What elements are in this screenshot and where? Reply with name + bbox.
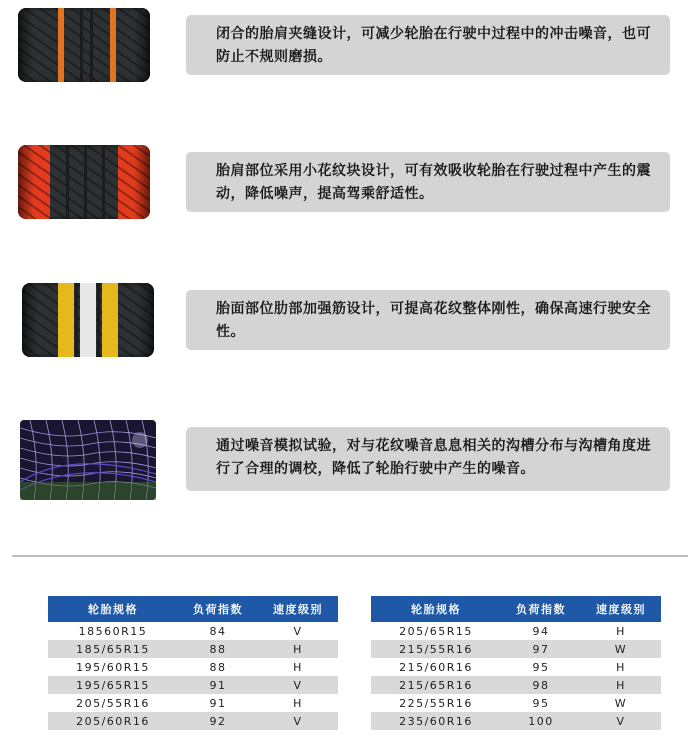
cell-speed: V: [258, 622, 338, 640]
table-header-row: [371, 596, 661, 622]
cell-speed: W: [581, 694, 661, 712]
column-header-size: 轮胎规格: [48, 596, 178, 622]
feature-closed-shoulder: [0, 8, 696, 88]
cell-load: 91: [178, 694, 258, 712]
cell-size: 235/60R16: [371, 712, 501, 730]
table-header-row: [48, 596, 338, 622]
cell-load: 92: [178, 712, 258, 730]
cell-speed: H: [258, 640, 338, 658]
cell-size: 225/55R16: [371, 694, 501, 712]
tread-red-shoulder-image: [18, 145, 150, 219]
section-divider: [12, 555, 688, 557]
feature-shoulder-blocks: [0, 145, 696, 225]
tread-yellow-rib-image: [22, 283, 154, 357]
cell-size: 215/55R16: [371, 640, 501, 658]
cell-size: 185/65R15: [48, 640, 178, 658]
edge-shade: [18, 8, 150, 82]
cell-size: 195/65R15: [48, 676, 178, 694]
cell-size: 205/65R15: [371, 622, 501, 640]
cell-load: 95: [501, 694, 581, 712]
table-row: [371, 640, 661, 658]
cell-size: 195/60R15: [48, 658, 178, 676]
feature-rib-reinforcement: [0, 283, 696, 363]
cell-size: 215/60R16: [371, 658, 501, 676]
table-row: [48, 658, 338, 676]
cell-load: 98: [501, 676, 581, 694]
cell-speed: H: [581, 658, 661, 676]
cell-size: 205/60R16: [48, 712, 178, 730]
edge-shade: [22, 283, 154, 357]
cell-size: 18560R15: [48, 622, 178, 640]
cell-load: 91: [178, 676, 258, 694]
cell-load: 95: [501, 658, 581, 676]
noise-simulation-mesh-image: [20, 420, 156, 500]
cell-speed: H: [581, 622, 661, 640]
table-row: [48, 640, 338, 658]
cell-load: 84: [178, 622, 258, 640]
column-header-load: 负荷指数: [178, 596, 258, 622]
cell-speed: V: [258, 676, 338, 694]
edge-shade: [18, 145, 150, 219]
table-row: [371, 622, 661, 640]
column-header-speed: 速度级别: [581, 596, 661, 622]
table-row: [48, 622, 338, 640]
cell-load: 88: [178, 640, 258, 658]
cell-load: 100: [501, 712, 581, 730]
cell-load: 88: [178, 658, 258, 676]
feature-noise-simulation: [0, 420, 696, 500]
table-row: [371, 712, 661, 730]
table-row: [48, 676, 338, 694]
cell-size: 215/65R16: [371, 676, 501, 694]
cell-speed: H: [258, 694, 338, 712]
column-header-size: 轮胎规格: [371, 596, 501, 622]
spec-table-left: [48, 596, 338, 730]
table-row: [371, 676, 661, 694]
table-row: [48, 694, 338, 712]
feature-caption: 闭合的胎肩夹缝设计，可减少轮胎在行驶中过程中的冲击噪音，也可防止不规则磨损。: [186, 15, 670, 75]
table-row: [48, 712, 338, 730]
cell-speed: H: [581, 676, 661, 694]
cell-speed: W: [581, 640, 661, 658]
cell-speed: V: [581, 712, 661, 730]
column-header-load: 负荷指数: [501, 596, 581, 622]
feature-caption: 通过噪音模拟试验，对与花纹噪音息息相关的沟槽分布与沟槽角度进行了合理的调校，降低了轮胎行驶中产生的噪音。: [186, 427, 670, 491]
cell-size: 205/55R16: [48, 694, 178, 712]
spec-table-right: [371, 596, 661, 730]
feature-caption: 胎肩部位采用小花纹块设计，可有效吸收轮胎在行驶过程中产生的震动，降低噪声，提高驾乘舒适性。: [186, 152, 670, 212]
table-row: [371, 658, 661, 676]
cell-speed: H: [258, 658, 338, 676]
feature-caption: 胎面部位肋部加强筋设计，可提高花纹整体刚性，确保高速行驶安全性。: [186, 290, 670, 350]
cell-load: 97: [501, 640, 581, 658]
cell-load: 94: [501, 622, 581, 640]
column-header-speed: 速度级别: [258, 596, 338, 622]
tread-orange-grooves-image: [18, 8, 150, 82]
table-row: [371, 694, 661, 712]
cell-speed: V: [258, 712, 338, 730]
